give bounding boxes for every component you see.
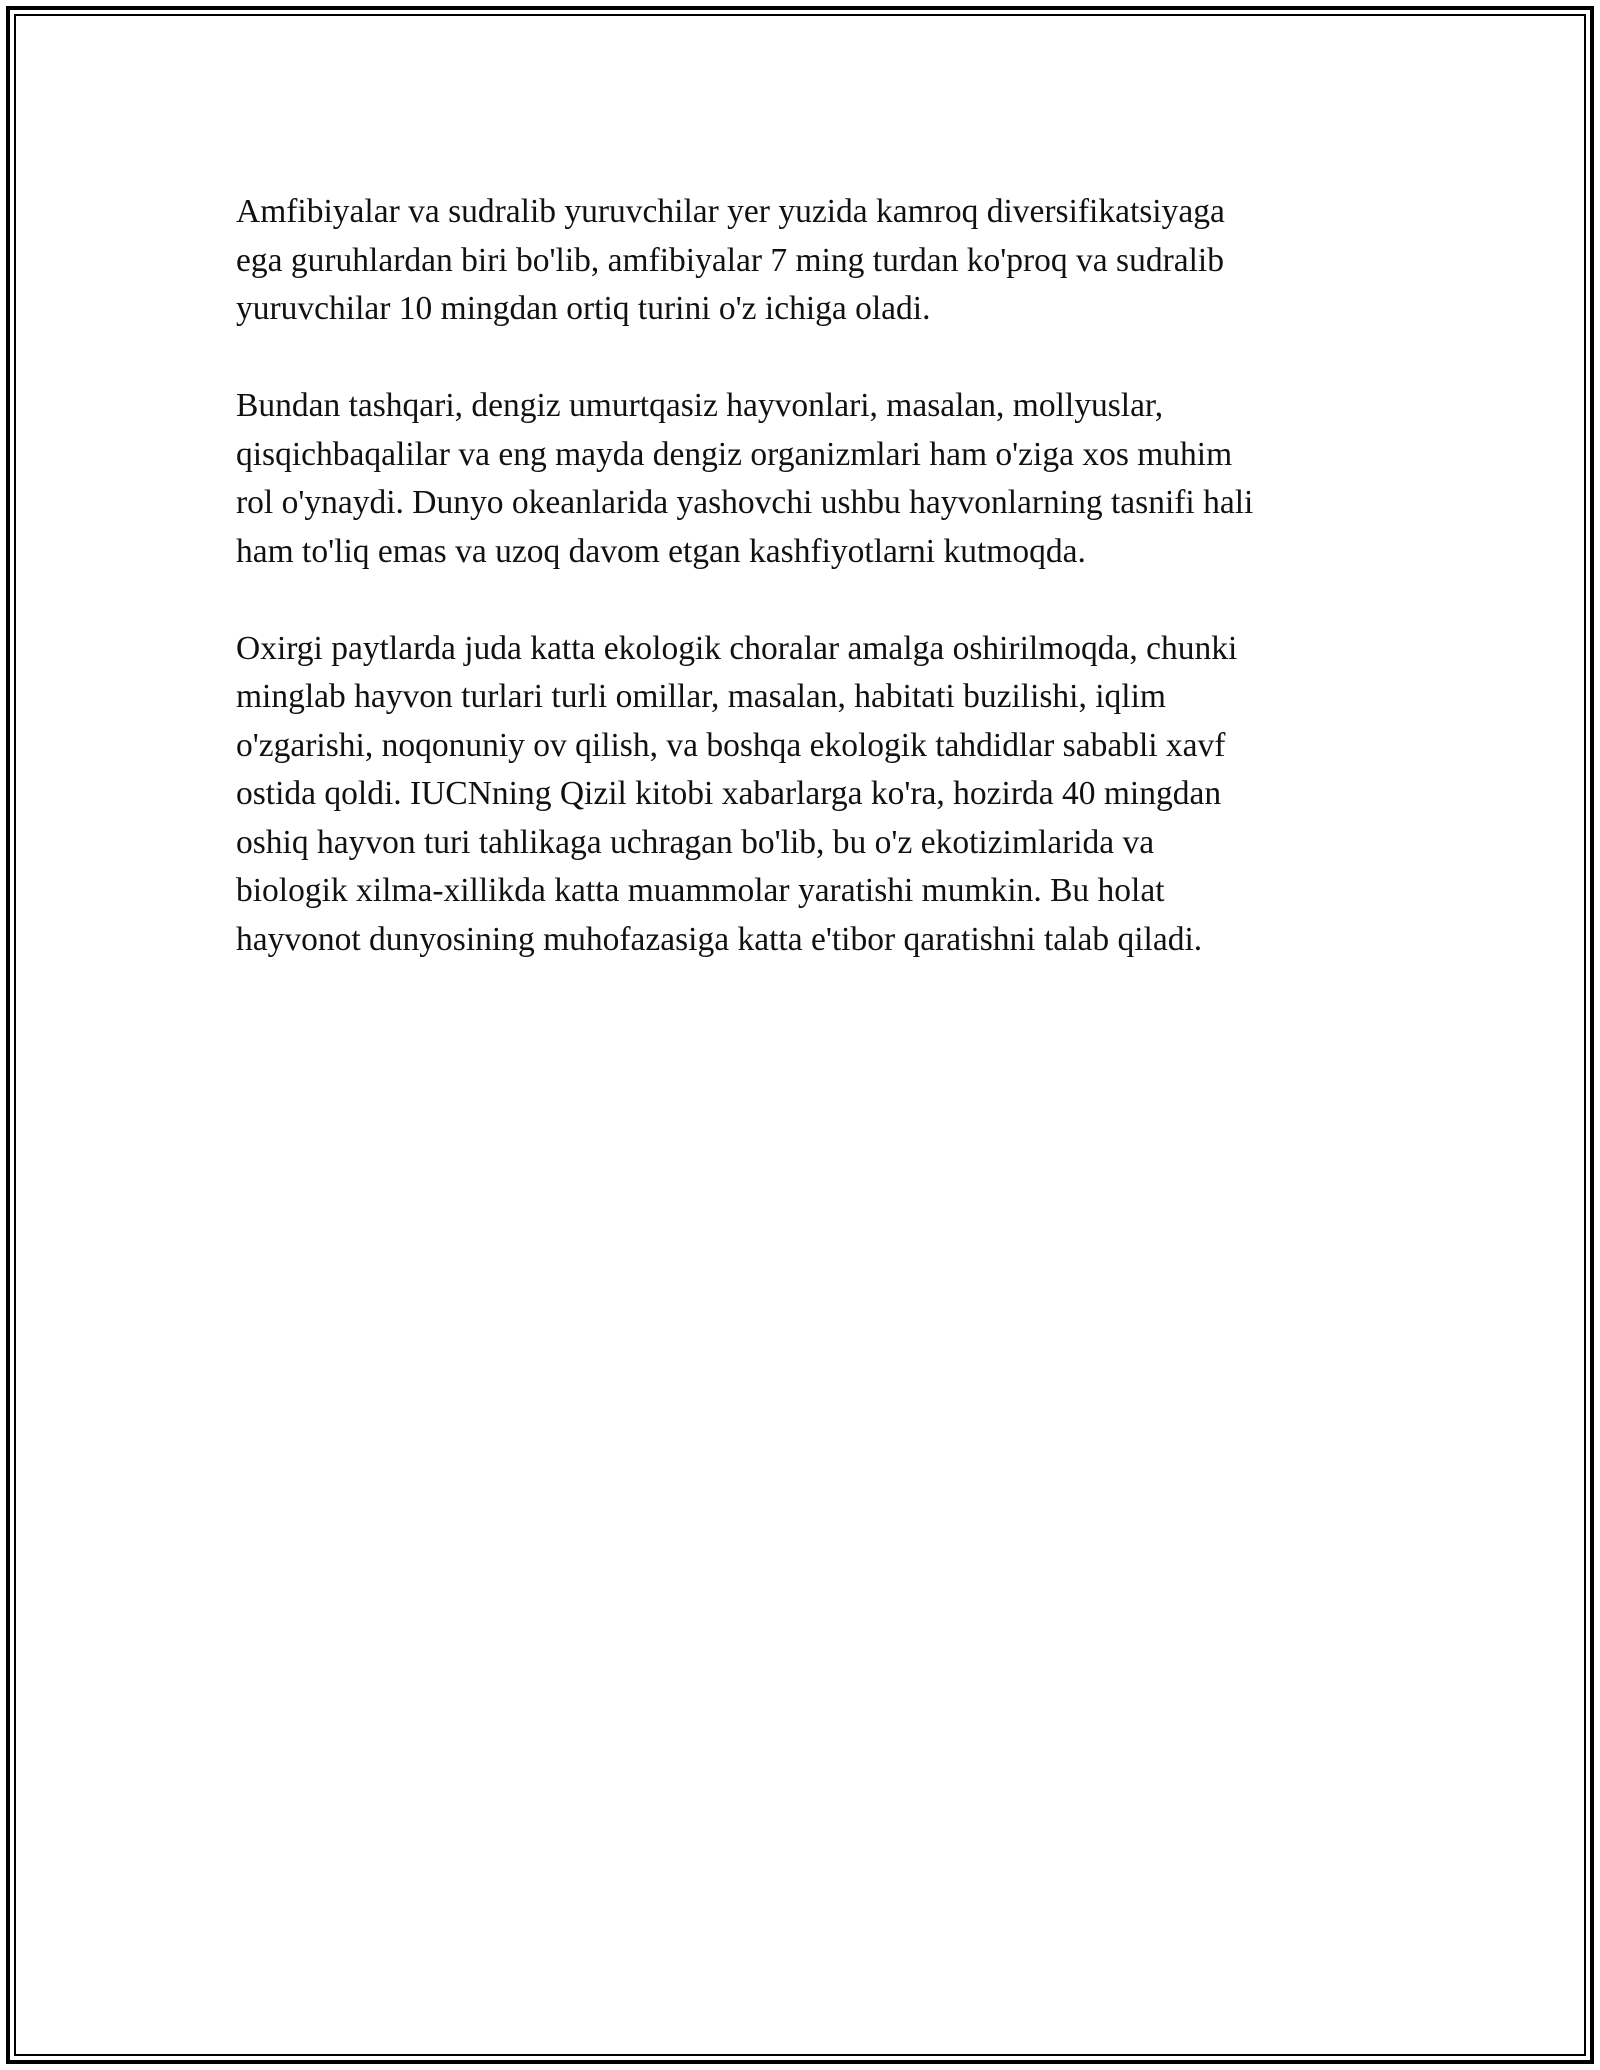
- paragraph-marine-invertebrates: Bundan tashqari, dengiz umurtqasiz hayvonlari, masalan, mollyuslar, qisqichbaqalilar va eng mayda dengiz organizmlari ham o'ziga xos muhim rol o'ynaydi. Dunyo okeanlarida yashovchi ushbu hayvonlarning tasnifi hali ham to'liq emas va uzoq davom etgan kashfiyotlarni kutmoqda.: [236, 387, 1254, 570]
- paragraph-conservation: Oxirgi paytlarda juda katta ekologik choralar amalga oshirilmoqda, chunki minglab hayvon turlari turli omillar, masalan, habitati buzilishi, iqlim o'zgarishi, noqonuniy ov qilish, va boshqa ekologik tahdidlar sababli xavf ostida qoldi. IUCNning Qizil kitobi xabarlarga ko'ra, hozirda 40 mingdan oshiq hayvon turi tahlikaga uchragan bo'lib, bu o'z ekotizimlarida va biologik xilma-xillikda katta muammolar yaratishi mumkin. Bu holat hayvonot dunyosining muhofazasiga katta e'tibor qaratishni talab qiladi.: [236, 629, 1238, 958]
- document-body: [236, 188, 1366, 1013]
- paragraph-amphibians-reptiles: Amfibiyalar va sudralib yuruvchilar yer yuzida kamroq diversifikatsiyaga ega guruhlardan biri bo'lib, amfibiyalar 7 ming turdan ko'proq va sudralib yuruvchilar 10 mingdan ortiq turini o'z ichiga oladi.: [236, 193, 1225, 327]
